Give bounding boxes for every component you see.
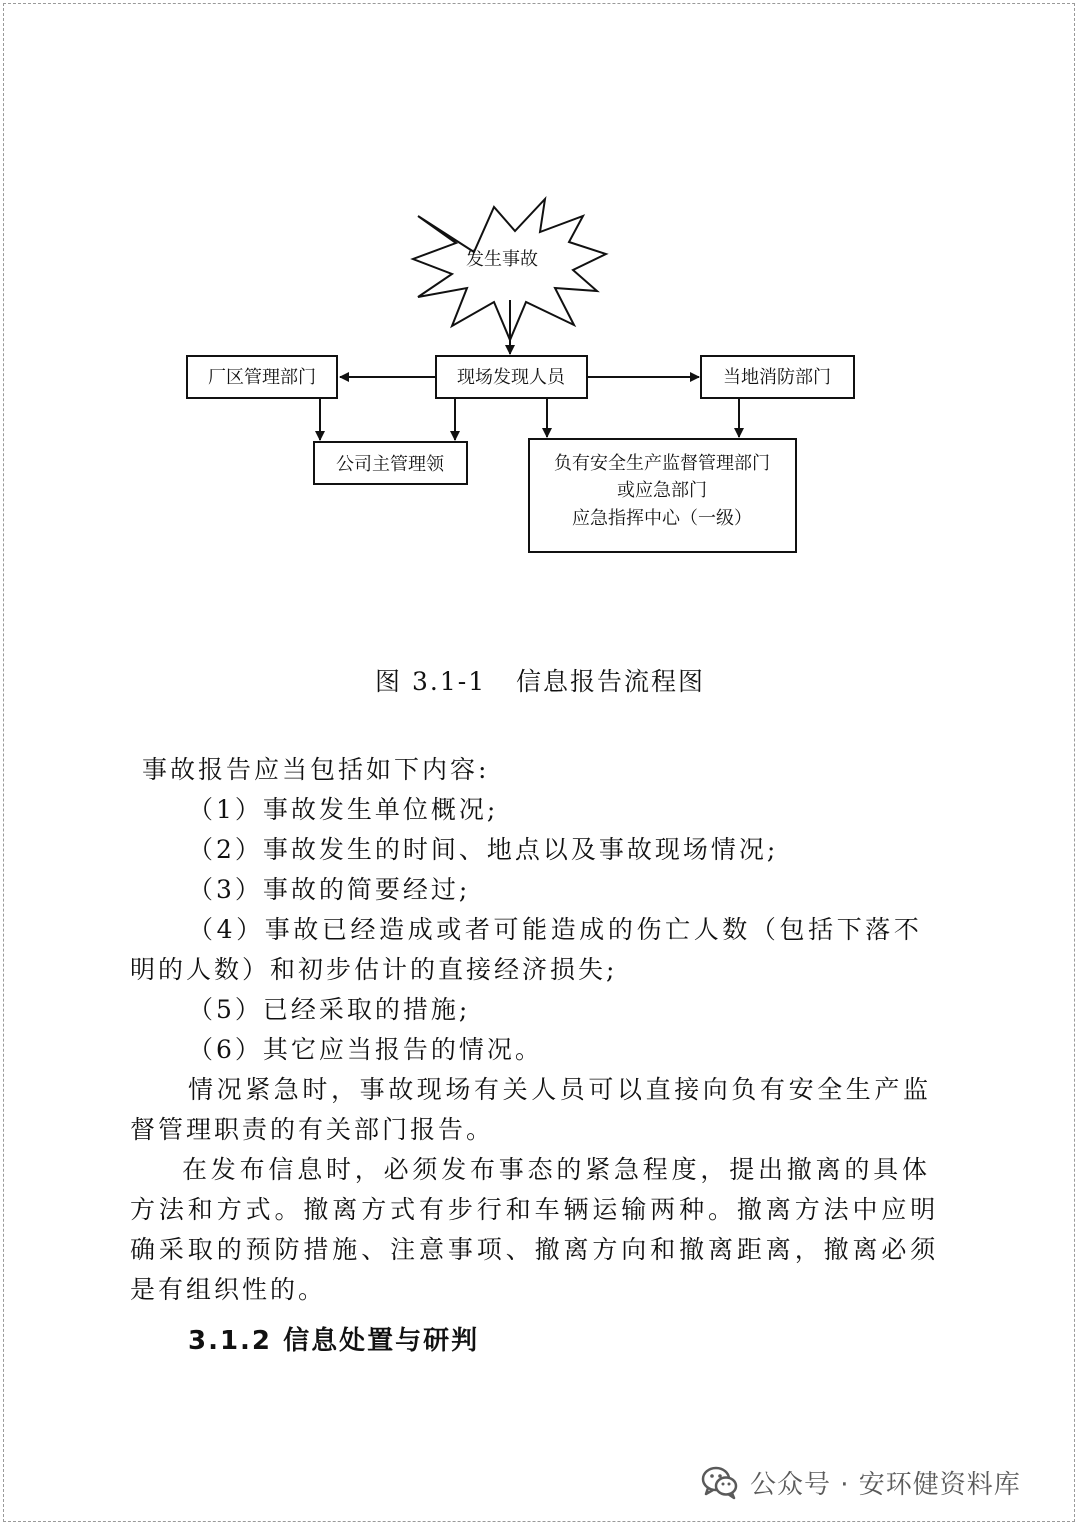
watermark [700, 1462, 1021, 1502]
list-item-1: （1）事故发生单位概况; [188, 795, 499, 824]
section-heading: 3.1.2 信息处置与研判 [188, 1326, 480, 1356]
left-node-label: 厂区管理部门 [208, 367, 316, 388]
paragraph-2-line-2: 方法和方式。撤离方式有步行和车辆运输两种。撤离方法中应明 [130, 1195, 940, 1224]
watermark-text: 公众号 · 安环健资料库 [750, 1469, 1021, 1500]
figure-caption: 图 3.1-1 信息报告流程图 [375, 667, 705, 696]
start-label: 发生事故 [466, 249, 538, 270]
authority-line-2: 或应急部门 [617, 480, 707, 501]
intro-line: 事故报告应当包括如下内容: [142, 755, 490, 784]
right-node-label: 当地消防部门 [723, 367, 831, 388]
list-item-4-line-2: 明的人数）和初步估计的直接经济损失; [130, 955, 618, 984]
paragraph-1-line-1: 情况紧急时，事故现场有关人员可以直接向负有安全生产监 [188, 1075, 932, 1104]
paragraph-2-line-1: 在发布信息时，必须发布事态的紧急程度，提出撤离的具体 [182, 1155, 931, 1184]
paragraph-1-line-2: 督管理职责的有关部门报告。 [130, 1115, 495, 1144]
list-item-6: （6）其它应当报告的情况。 [188, 1035, 543, 1064]
list-item-3: （3）事故的简要经过; [188, 875, 471, 904]
flowchart [0, 0, 1080, 620]
authority-line-3: 应急指挥中心（一级） [572, 508, 752, 529]
wechat-icon [700, 1462, 740, 1502]
paragraph-2-line-4: 是有组织性的。 [130, 1275, 327, 1304]
leader-node-label: 公司主管理领 [336, 454, 444, 475]
authority-line-1: 负有安全生产监督管理部门 [554, 453, 770, 474]
center-node-label: 现场发现人员 [457, 367, 565, 388]
list-item-2: （2）事故发生的时间、地点以及事故现场情况; [188, 835, 779, 864]
list-item-4-line-1: （4）事故已经造成或者可能造成的伤亡人数（包括下落不 [188, 915, 923, 944]
list-item-5: （5）已经采取的措施; [188, 995, 471, 1024]
paragraph-2-line-3: 确采取的预防措施、注意事项、撤离方向和撤离距离，撤离必须 [130, 1235, 940, 1264]
